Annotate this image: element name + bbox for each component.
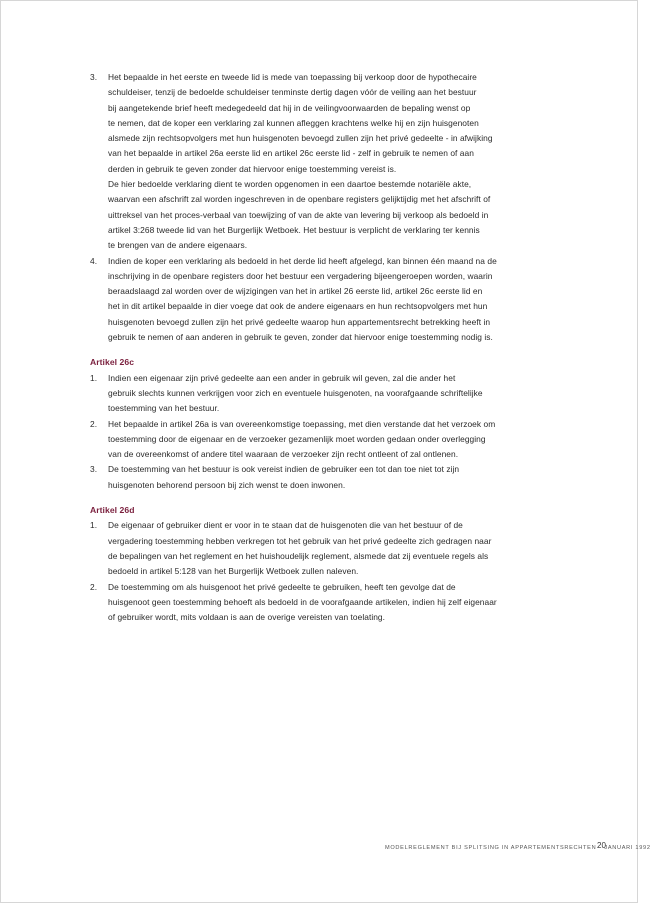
paragraph-line: huisgenoten bevoegd zullen zijn het privé gedeelte waarop hun appartementsrecht betrekking heeft in (108, 316, 491, 327)
paragraph-number: 4. (90, 255, 98, 266)
paragraph-line: bedoeld in artikel 5:128 van het Burgerlijk Wetboek zullen naleven. (108, 566, 359, 577)
paragraph-line: beraadslaagd zal worden over de wijzigingen van het in artikel 26 eerste lid, artikel 26c eerste lid en (108, 286, 483, 297)
footer-date: JANUARI 1992 (604, 845, 651, 851)
paragraph-line: vergadering toestemming hebben verkregen tot het gebruik van het privé gedeelte zich gedragen naar (108, 535, 492, 546)
paragraph-line: gebruik te nemen of aan anderen in gebruik te geven, zonder dat hiervoor enige toestemming nodig is. (108, 332, 493, 343)
paragraph-line: toestemming door de eigenaar en de verzoeker gezamenlijk moet worden gedaan onder overlegging (108, 433, 486, 444)
numbered-paragraph (90, 70, 552, 254)
paragraph-number: 2. (90, 418, 98, 429)
numbered-paragraph (90, 518, 552, 579)
paragraph-line: huisgenoot geen toestemming behoeft als bedoeld in de voorafgaande artikelen, indien hij zelf eigenaar (108, 596, 497, 607)
paragraph-line: De hier bedoelde verklaring dient te worden opgenomen in een daartoe bestemde notariële akte, (108, 179, 472, 190)
paragraph-line: De toestemming om als huisgenoot het privé gedeelte te gebruiken, heeft ten gevolge dat de (108, 581, 456, 592)
paragraph-number: 1. (90, 520, 98, 531)
paragraph-line: te brengen van de andere eigenaars. (108, 240, 248, 251)
paragraph-line: de bepalingen van het reglement en het huishoudelijk reglement, alsmede dat zij eventuele regels als (108, 550, 489, 561)
paragraph-line: Het bepaalde in artikel 26a is van overeenkomstige toepassing, met dien verstande dat het verzoek om (108, 418, 496, 429)
paragraph-line: Het bepaalde in het eerste en tweede lid is mede van toepassing bij verkoop door de hypothecaire (108, 72, 477, 82)
paragraph-line: bij aangetekende brief heeft medegedeeld dat hij in de veilingvoorwaarden de bepaling wenst op (108, 102, 471, 113)
numbered-paragraph (90, 371, 552, 417)
paragraph-line: derden in gebruik te geven zonder dat hiervoor enige toestemming vereist is. (108, 163, 397, 174)
page-number: 20 (597, 841, 606, 850)
paragraph-number: 3. (90, 464, 98, 475)
paragraph-line: van de overeenkomst of andere titel waaraan de verzoeker zijn recht ontleent of zal ontlenen. (108, 449, 459, 460)
paragraph-line: gebruik slechts kunnen verkrijgen voor zich en eventuele huisgenoten, na voorafgaande schriftelijke (108, 387, 483, 398)
paragraph-line: De toestemming van het bestuur is ook vereist indien de gebruiker een tot dan toe niet tot zijn (108, 464, 460, 475)
paragraph-line: van het bepaalde in artikel 26a eerste lid en artikel 26c eerste lid - zelf in gebruik te nemen of aan (108, 148, 474, 159)
numbered-paragraph (90, 417, 552, 463)
footer-title: MODELREGLEMENT BIJ SPLITSING IN APPARTEMENTSRECHTEN (385, 845, 597, 851)
paragraph-line: toestemming van het bestuur. (108, 403, 220, 414)
article-heading: Artikel 26c (90, 357, 135, 368)
paragraph-line: artikel 3:268 tweede lid van het Burgerlijk Wetboek. Het bestuur is verplicht de verklaring ter kennis (108, 224, 480, 235)
paragraph-line: te nemen, dat de koper een verklaring zal kunnen afleggen krachtens welke hij en zijn huisgenoten (108, 117, 479, 128)
paragraph-line: schuldeiser, tenzij de bedoelde schuldeiser tenminste dertig dagen vóór de veiling aan het bestuur (108, 87, 477, 98)
paragraph-line: uittreksel van het proces-verbaal van toewijzing of van de akte van levering bij verkoop als bedoeld in (108, 209, 489, 220)
paragraph-line: waarvan een afschrift zal worden ingeschreven in de openbare registers gelijktijdig met het afschrift of (108, 194, 491, 205)
numbered-paragraph (90, 580, 552, 626)
document-body (90, 70, 552, 625)
paragraph-line: Indien de koper een verklaring als bedoeld in het derde lid heeft afgelegd, kan binnen één maand na de (108, 255, 497, 266)
paragraph-number: 1. (90, 372, 98, 383)
paragraph-line: of gebruiker wordt, mits voldaan is aan de overige vereisten van toelating. (108, 612, 386, 623)
paragraph-line: Indien een eigenaar zijn privé gedeelte aan een ander in gebruik wil geven, zal die ander het (108, 372, 456, 383)
page-footer (385, 841, 651, 854)
paragraph-line: De eigenaar of gebruiker dient er voor in te staan dat de huisgenoten die van het bestuur of de (108, 520, 463, 531)
paragraph-line: huisgenoten behorend persoon bij zich wenst te doen inwonen. (108, 479, 346, 490)
paragraph-line: alsmede zijn rechtsopvolgers met hun huisgenoten bevoegd zullen zijn het privé gedeelte - in afwijking (108, 133, 493, 144)
paragraph-line: het in dit artikel bepaalde in dier voege dat ook de andere eigenaars en hun rechtsopvolgers met hun (108, 301, 488, 312)
paragraph-line: inschrijving in de openbare registers door het bestuur een vergadering bijeengeroepen worden, waarin (108, 270, 493, 281)
numbered-paragraph (90, 254, 552, 346)
paragraph-number: 3. (90, 72, 98, 82)
numbered-paragraph (90, 462, 552, 493)
paragraph-number: 2. (90, 581, 98, 592)
article-heading: Artikel 26d (90, 505, 135, 516)
